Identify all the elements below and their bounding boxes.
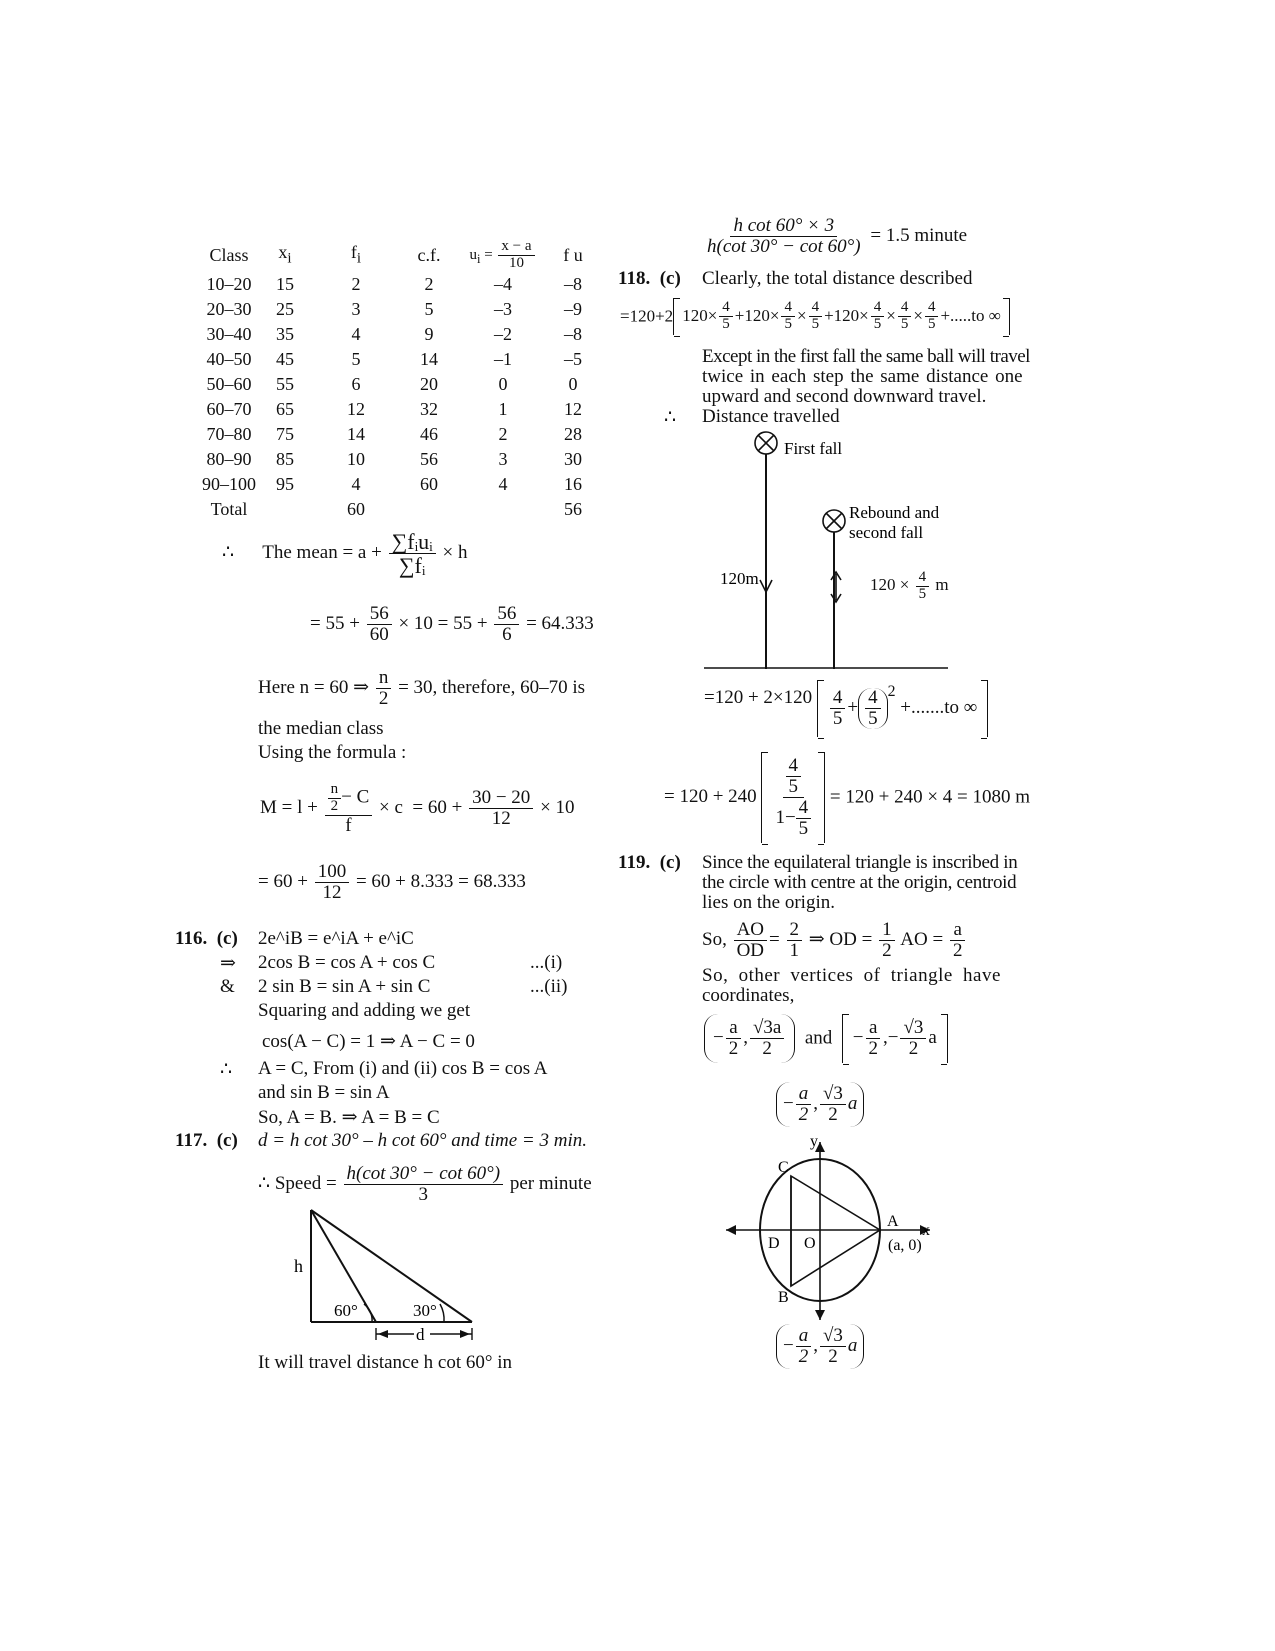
- tri-label-h: h: [294, 1256, 303, 1276]
- tri-label-d: d: [416, 1325, 425, 1344]
- q116-line8: So, A = B. ⇒ A = B = C: [258, 1107, 440, 1128]
- table-row: [200, 322, 598, 347]
- th-f: $f_i$: [350, 242, 362, 267]
- table-cell: 85: [276, 449, 294, 469]
- q119-ratio: So, $\frac{AO}{OD}$ = $\frac{2}{1}$ ⇒ OD = $\frac{1}{2}$ AO = $\frac{a}{2}$: [702, 920, 967, 961]
- fig-rebound-2: second fall: [849, 523, 924, 542]
- table-cell: 60–70: [206, 399, 252, 419]
- fig-label-x: x: [922, 1222, 930, 1239]
- q116-tag1: ...(i): [530, 952, 563, 973]
- table-cell: 56: [420, 449, 438, 469]
- th-cf: c.f.: [417, 244, 441, 265]
- table-cell: 5: [424, 299, 434, 319]
- table-row: [200, 397, 598, 422]
- q118-eq1: =120 + 2×120 $\frac{4}{5}$ + $\frac{4}{5}$ $^2$ +.......to ∞: [704, 680, 988, 737]
- table-cell: –1: [494, 349, 512, 369]
- q119-line1: Since the equilateral triangle is inscribed in: [702, 852, 1018, 873]
- q119-coords: − $\frac{a}{2}$ , $\frac{√3a}{2}$ and − $\frac{a}{2}$ ,− $\frac{√3}{2}$ a: [704, 1014, 948, 1063]
- table-cell: 20–30: [206, 299, 252, 319]
- table-cell: 46: [420, 424, 438, 444]
- q118-para1: Except in the first fall the same ball will travel: [702, 346, 1030, 367]
- q116-line6: A = C, From (i) and (ii) cos B = cos A: [258, 1058, 548, 1079]
- q116-sym2: ⇒: [220, 953, 236, 974]
- table-cell: 55: [276, 374, 294, 394]
- table-cell: –4: [494, 274, 512, 294]
- frequency-table: [200, 238, 598, 522]
- q119-line5: So, other vertices of triangle have: [702, 965, 1001, 986]
- total-label: Total: [210, 499, 248, 519]
- table-cell: 5: [351, 349, 361, 369]
- table-cell: –9: [564, 299, 582, 319]
- q118-para3: upward and second downward travel.: [702, 386, 987, 407]
- table-row: [200, 347, 598, 372]
- fig-label-D: D: [768, 1235, 780, 1252]
- q118-distance: Distance travelled: [702, 406, 840, 427]
- table-cell: 3: [498, 449, 508, 469]
- q119-number: 119. (c): [618, 852, 681, 873]
- table-cell: 14: [347, 424, 365, 444]
- q116-line5: cos(A − C) = 1 ⇒ A − C = 0: [262, 1031, 475, 1052]
- table-cell: 20: [420, 374, 438, 394]
- total-fu: 56: [564, 499, 582, 519]
- table-cell: 60: [420, 474, 438, 494]
- table-row: [200, 422, 598, 447]
- table-cell: 0: [568, 374, 578, 394]
- table-cell: 12: [564, 399, 582, 419]
- table-row: [200, 372, 598, 397]
- table-cell: 4: [351, 474, 361, 494]
- table-cell: 65: [276, 399, 294, 419]
- q116-number: 116. (c): [175, 928, 238, 949]
- table-cell: 2: [424, 274, 434, 294]
- q117-number: 117. (c): [175, 1130, 238, 1151]
- q116-line4: Squaring and adding we get: [258, 1000, 471, 1021]
- table-row: [200, 447, 598, 472]
- table-cell: –2: [494, 324, 512, 344]
- table-cell: 2: [351, 274, 361, 294]
- q117-line1: d = h cot 30° – h cot 60° and time = 3 min.: [258, 1130, 587, 1151]
- q116-line2: 2cos B = cos A + cos C: [258, 952, 436, 973]
- q117-triangle-figure: [280, 1200, 500, 1350]
- mean-calc: = 55 + $\frac{56}{60}$ × 10 = 55 + $\frac{56}{6}$ = 64.333: [310, 603, 594, 645]
- table-cell: 70–80: [206, 424, 252, 444]
- table-cell: 16: [564, 474, 582, 494]
- median-result: = 60 + $\frac{100}{12}$ = 60 + 8.333 = 68.333: [258, 861, 526, 903]
- table-cell: 4: [351, 324, 361, 344]
- table-cell: 6: [351, 374, 361, 394]
- q119-line3: lies on the origin.: [702, 892, 835, 913]
- table-cell: 30–40: [206, 324, 252, 344]
- fig-label-A: A: [887, 1213, 899, 1230]
- median-class-text: the median class: [258, 718, 384, 739]
- table-cell: 28: [564, 424, 582, 444]
- table-cell: 75: [276, 424, 294, 444]
- fig-label-O: O: [804, 1235, 816, 1252]
- q116-sym6: ∴: [220, 1059, 233, 1080]
- inscribed-triangle-figure: [720, 1130, 950, 1330]
- q117-speed: ∴ Speed = $\frac{h(\cot 30^\circ - \cot 60^\circ)}{3}$ per minute: [258, 1163, 592, 1205]
- fig-120x45: 120 × $\frac{4}{5}$ m: [870, 569, 949, 602]
- mean-formula: ∴ The mean = a + $\frac{\text{∑fᵢuᵢ}}{\text{∑fᵢ}}$ × h: [222, 529, 468, 579]
- q116-sym3: &: [220, 976, 235, 997]
- median-intro: Here n = 60 ⇒ $\frac{n}{2}$ = 30, therefore, 60–70 is: [258, 667, 586, 709]
- table-cell: 3: [351, 299, 361, 319]
- tri-label-30: 30°: [413, 1301, 437, 1320]
- table-cell: 25: [276, 299, 294, 319]
- table-cell: 95: [276, 474, 294, 494]
- table-cell: 35: [276, 324, 294, 344]
- table-cell: 40–50: [206, 349, 252, 369]
- table-cell: 9: [424, 324, 434, 344]
- tri-label-60: 60°: [334, 1301, 358, 1320]
- fig-rebound-1: Rebound and: [849, 503, 940, 522]
- using-formula-text: Using the formula :: [258, 742, 407, 763]
- table-cell: 15: [276, 274, 294, 294]
- fig-label-B: B: [778, 1289, 789, 1306]
- vertex-B-coords: − $\frac{a}{2}$ , $\frac{√3}{2}$ a: [776, 1324, 864, 1369]
- th-x: $x_i$: [278, 242, 292, 267]
- table-cell: 14: [420, 349, 438, 369]
- q119-line2: the circle with centre at the origin, centroid: [702, 872, 1017, 893]
- table-cell: 90–100: [202, 474, 256, 494]
- ball-bounce-figure: [700, 426, 970, 676]
- fig-120m: 120m: [720, 569, 759, 588]
- fig-label-a0: (a, 0): [888, 1237, 922, 1254]
- table-row: [200, 472, 598, 497]
- table-cell: 10: [347, 449, 365, 469]
- table-cell: 10–20: [206, 274, 252, 294]
- table-cell: 1: [498, 399, 508, 419]
- table-cell: –8: [564, 324, 582, 344]
- table-cell: –3: [494, 299, 512, 319]
- q116-tag2: ...(ii): [530, 976, 568, 997]
- q116-line3: 2 sin B = sin A + sin C: [258, 976, 431, 997]
- table-cell: 80–90: [206, 449, 252, 469]
- fig-first-fall: First fall: [784, 439, 843, 458]
- q116-line7: and sin B = sin A: [258, 1082, 390, 1103]
- q118-eq2: = 120 + 240 $\frac{4}{5}$ 1− $\frac{4}{5}$ = 120 + 240 × 4 = 1080 m: [664, 752, 1030, 843]
- table-row: [200, 272, 598, 297]
- table-cell: 4: [498, 474, 508, 494]
- table-cell: –8: [564, 274, 582, 294]
- table-cell: 50–60: [206, 374, 252, 394]
- fig-label-C: C: [778, 1159, 789, 1176]
- q118-therefore: ∴: [664, 407, 677, 428]
- q118-series: =120+2 120× $\frac{4}{5}$ +120× $\frac{4}{5}$ × $\frac{4}{5}$ +120× $\frac{4}{5}$ × $\frac{4}{5}$ × $\frac{4}{5}$ +.....to ∞: [620, 298, 1010, 335]
- q119-line6: coordinates,: [702, 985, 795, 1006]
- table-cell: 0: [498, 374, 508, 394]
- median-formula: M = l + $\frac{n}{2}$ − C f × c = 60 + $\frac{30 - 20}{12}$ × 10: [260, 781, 575, 836]
- total-f: 60: [347, 499, 365, 519]
- table-cell: 2: [498, 424, 508, 444]
- th-class: Class: [209, 244, 249, 265]
- table-cell: –5: [564, 349, 582, 369]
- table-cell: 30: [564, 449, 582, 469]
- th-u: $u_i$ = $\frac{x - a}{10}$: [458, 238, 548, 272]
- table-row: [200, 297, 598, 322]
- table-cell: 45: [276, 349, 294, 369]
- vertex-C-coords: − $\frac{a}{2}$ , $\frac{√3}{2}$ a: [776, 1082, 864, 1127]
- q118-para2: twice in each step the same distance one: [702, 366, 1023, 387]
- q117-last-line: It will travel distance h cot 60° in: [258, 1352, 513, 1373]
- q118-number: 118. (c): [618, 268, 681, 289]
- q117-time-calc: $\frac{\text{h cot 60° × 3}}{h(\cot 30^\circ - \cot 60^\circ)}$ = 1.5 minute: [707, 215, 968, 257]
- table-cell: 12: [347, 399, 365, 419]
- th-fu: f u: [563, 244, 583, 265]
- q118-line1: Clearly, the total distance described: [702, 268, 973, 289]
- fig-label-y: y: [810, 1133, 818, 1150]
- q116-line1: 2e^iB = e^iA + e^iC: [258, 928, 414, 949]
- table-cell: 32: [420, 399, 438, 419]
